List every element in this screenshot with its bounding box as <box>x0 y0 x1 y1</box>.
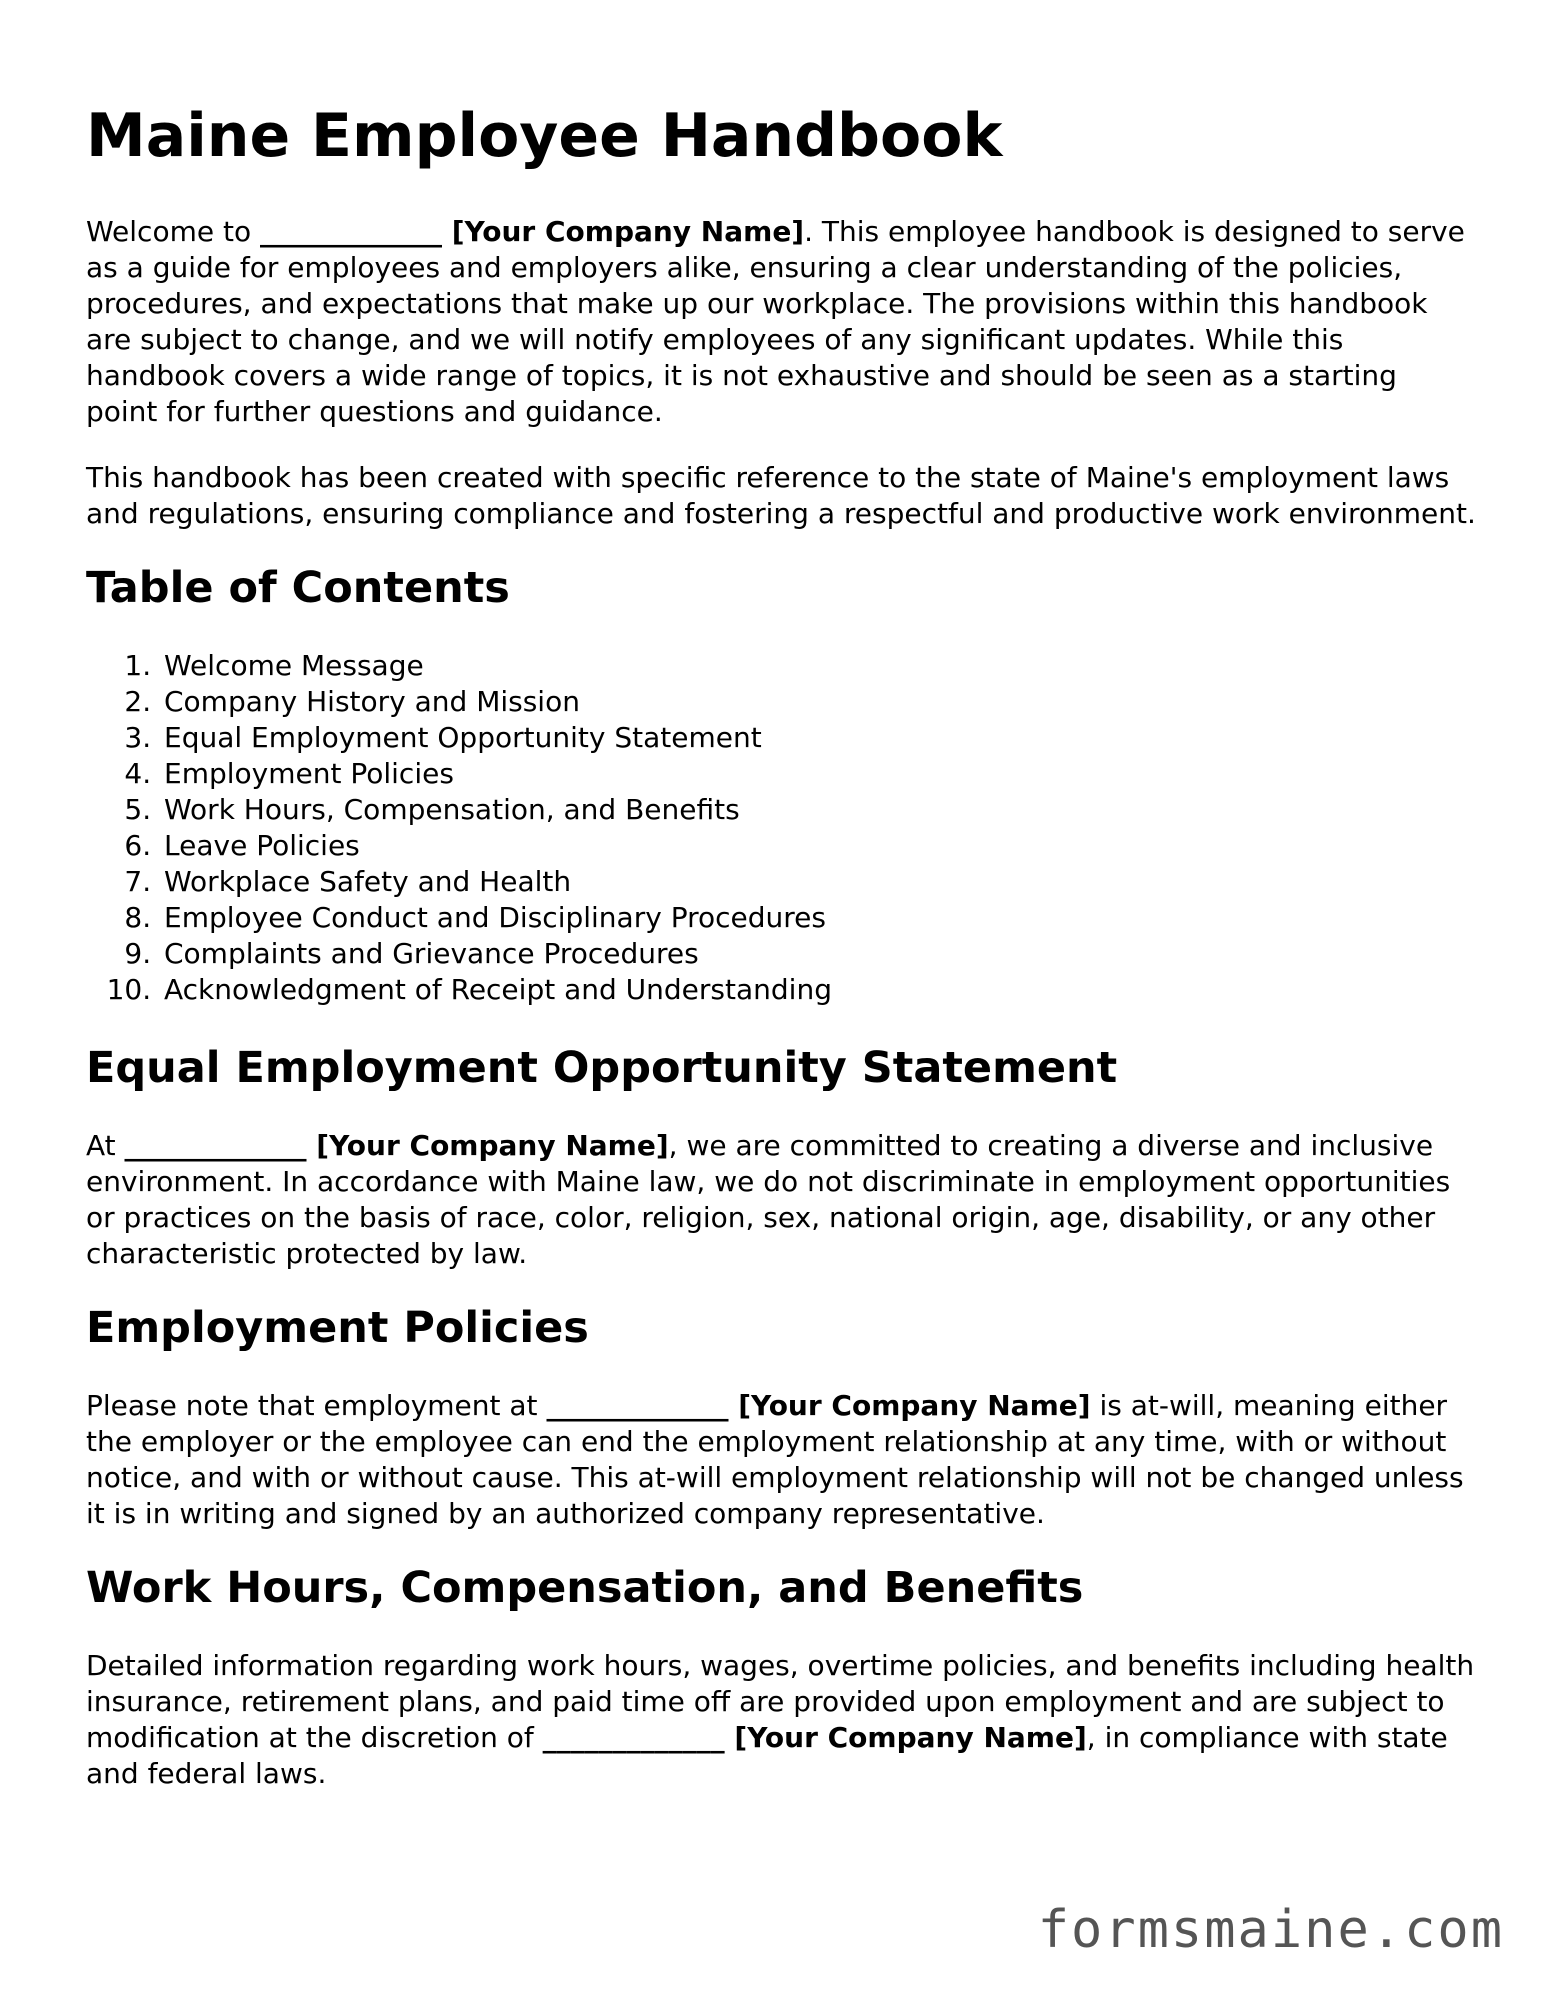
toc-item: 9. Complaints and Grievance Procedures <box>160 936 1476 972</box>
policies-paragraph: Please note that employment at _____________ [Your Company Name] is at-will, meaning either the employer or the employee can end the employment relationship at any time, with or without notice, and with or without cause. This at-will employment relationship will not be changed unless it is in writing and signed by an authorized company representative. <box>86 1389 1464 1530</box>
document-title: Maine Employee Handbook <box>86 101 1003 171</box>
toc-item: 5. Work Hours, Compensation, and Benefits <box>160 792 1476 828</box>
intro-text-before: Welcome to <box>86 215 260 248</box>
compensation-heading: Work Hours, Compensation, and Benefits <box>86 1563 1084 1613</box>
toc-heading: Table of Contents <box>86 563 510 613</box>
intro-text-after: . This employee handbook is designed to serve as a guide for employees and employers alike, ensuring a clear understanding of the policies, procedures, and expectations that make up our workplace. The provisions within this handbook are subject to change, and we will notify employees of any significant updates. While this handbook covers a wide range of topics, it is not exhaustive and should be seen as a starting point for further questions and guidance. <box>86 215 1465 428</box>
company-name-blank: _____________ [Your Company Name] <box>260 215 805 248</box>
intro-paragraph-1 <box>86 214 1476 430</box>
toc-item: 3. Equal Employment Opportunity Statement <box>160 720 1476 756</box>
intro-paragraph-2: This handbook has been created with specific reference to the state of Maine's employment laws and regulations, ensuring compliance and fostering a respectful and productive work environment. <box>86 461 1476 530</box>
company-name-blank: _____________ [Your Company Name] <box>124 1129 669 1162</box>
company-name-blank: _____________ [Your Company Name] <box>546 1389 1091 1422</box>
policies-heading: Employment Policies <box>86 1303 589 1353</box>
toc-item: 2. Company History and Mission <box>160 684 1476 720</box>
toc-item: 1. Welcome Message <box>160 648 1476 684</box>
compensation-paragraph: Detailed information regarding work hours, wages, overtime policies, and benefits including health insurance, retirement plans, and paid time off are provided upon employment and are subject to modification at the discretion of _____________ [Your Company Name], in compliance with state and federal laws. <box>86 1649 1475 1790</box>
eeo-paragraph: At _____________ [Your Company Name], we are committed to creating a diverse and inclusive environment. In accordance with Maine law, we do not discriminate in employment opportunities or practices on the basis of race, color, religion, sex, national origin, age, disability, or any other characteristic protected by law. <box>86 1129 1451 1270</box>
document-page <box>86 100 1476 1822</box>
site-watermark: formsmaine.com <box>1037 1900 1504 1960</box>
eeo-heading: Equal Employment Opportunity Statement <box>86 1043 1118 1093</box>
toc-item: 6. Leave Policies <box>160 828 1476 864</box>
toc-item: 4. Employment Policies <box>160 756 1476 792</box>
toc-item: 10. Acknowledgment of Receipt and Understanding <box>160 972 1476 1008</box>
toc-item: 8. Employee Conduct and Disciplinary Procedures <box>160 900 1476 936</box>
company-name-blank: _____________ [Your Company Name] <box>542 1721 1087 1754</box>
toc-item: 7. Workplace Safety and Health <box>160 864 1476 900</box>
toc-list <box>86 648 1476 1008</box>
